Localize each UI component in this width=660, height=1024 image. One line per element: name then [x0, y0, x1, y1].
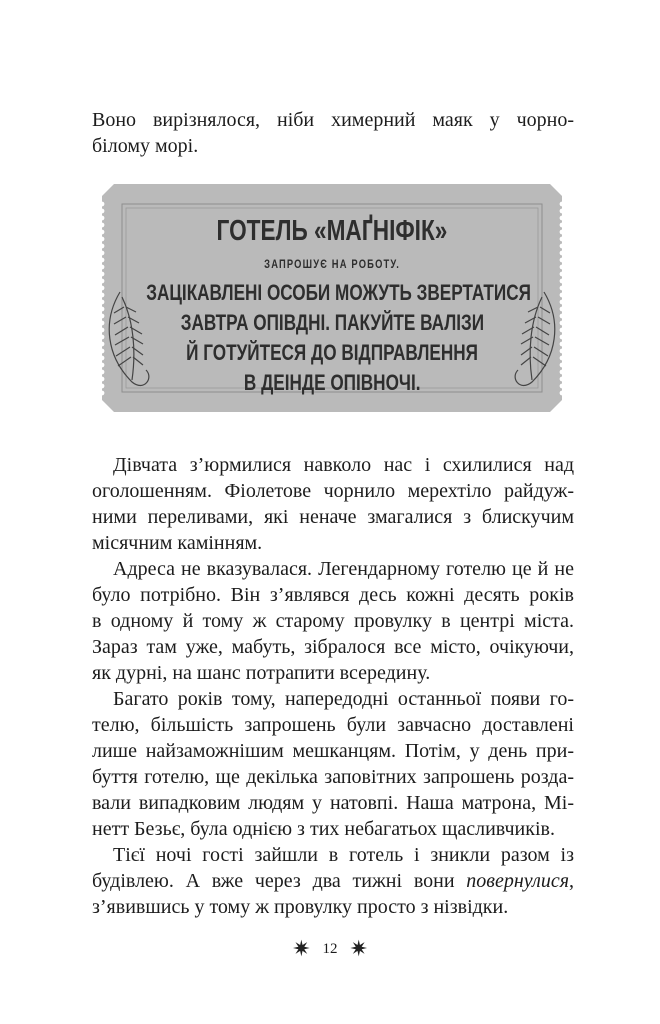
line-text: було потрібно. Він з’являвся десь кожні десять років	[92, 584, 574, 606]
line-text: Воно вирізнялося, ніби химерний маяк у чорно-	[92, 109, 574, 131]
text-line	[92, 582, 574, 608]
text-line	[92, 790, 574, 816]
text-line	[92, 478, 574, 504]
page-number: 12	[322, 941, 338, 957]
opening-paragraph	[92, 107, 574, 159]
ticket-line: Й ГОТУЙТЕСЯ ДО ВІДПРАВЛЕННЯ	[186, 340, 478, 365]
ticket-perforation	[560, 251, 565, 256]
line-text: білому морі.	[92, 135, 199, 157]
ticket-perforation	[560, 202, 565, 207]
text-line	[92, 608, 574, 634]
line-text: будівлею. А вже через два тижні вони	[92, 870, 467, 892]
ticket-body	[92, 278, 572, 398]
line-text: нетт Безьє, була однією з тих небагатьох щасливчиків.	[92, 818, 555, 840]
punctuation: ,	[569, 870, 574, 892]
text-line	[92, 452, 574, 478]
text-line	[92, 842, 574, 868]
ticket-perforation	[560, 209, 565, 214]
text-line	[92, 107, 574, 133]
text-line	[92, 868, 574, 894]
text-line	[92, 816, 574, 842]
ticket-line: В ДЕІНДЕ ОПІВНОЧІ.	[243, 370, 421, 395]
text-line	[92, 738, 574, 764]
line-text: Дівчата з’юрмилися навколо нас і схилилися над	[113, 454, 574, 476]
line-text: ними переливами, які неначе змагалися з блискучим	[92, 506, 574, 528]
ticket-perforation	[100, 202, 105, 207]
star-ornament-icon: ✷	[349, 936, 368, 961]
line-text: Зараз там уже, мабуть, зібралося все місто, очікуючи,	[92, 636, 574, 658]
line-text: буття готелю, ще декілька заповітних запрошень розда-	[92, 766, 574, 788]
text-line	[92, 634, 574, 660]
text-line	[92, 556, 574, 582]
line-text: телю, більшість запрошень були завчасно доставлені	[92, 714, 574, 736]
ticket-perforation	[100, 209, 105, 214]
line-text: як дурні, на шанс потрапити всередину.	[92, 662, 431, 684]
line-text: Багато років тому, напередодні останньої появи го-	[113, 688, 574, 710]
emphasis-text: повернулися	[466, 870, 569, 892]
line-text: оголошенням. Фіолетове чорнило мерехтіло райдуж-	[92, 480, 574, 502]
line-text: лише найзаможнішим мешканцям. Потім, у день при-	[92, 740, 574, 762]
line-text: з’явившись у тому ж провулку просто з нізвідки.	[92, 896, 509, 918]
ticket-subtitle: ЗАПРОШУЄ НА РОБОТУ.	[264, 257, 400, 271]
ticket-line: ЗАЦІКАВЛЕНІ ОСОБИ МОЖУТЬ ЗВЕРТАТИСЯ	[146, 280, 531, 305]
line-text: вали випадковим людям у натовпі. Наша матрона, Мі-	[92, 792, 574, 814]
text-line	[92, 660, 574, 686]
ticket-title: ГОТЕЛЬ «МАҐНІФІК»	[216, 215, 448, 247]
line-text: Адреса не вказувалася. Легендарному готелю це й не	[113, 558, 574, 580]
body-text	[92, 452, 574, 920]
text-line	[92, 133, 574, 159]
line-text: Тієї ночі гості зайшли в готель і зникли разом із	[113, 844, 574, 866]
text-line	[92, 686, 574, 712]
line-text: місячним камінням.	[92, 532, 263, 554]
text-line	[92, 712, 574, 738]
text-line	[92, 530, 574, 556]
page-footer	[0, 936, 660, 962]
ticket-perforation	[100, 272, 105, 277]
ticket-perforation	[560, 272, 565, 277]
text-line	[92, 504, 574, 530]
text-line	[92, 764, 574, 790]
hotel-invitation-ticket	[92, 182, 572, 414]
line-text: в одному й тому ж старому провулку в центрі міста.	[92, 610, 574, 632]
text-line	[92, 894, 574, 920]
ticket-line: ЗАВТРА ОПІВДНІ. ПАКУЙТЕ ВАЛІЗИ	[180, 310, 484, 335]
ticket-perforation	[100, 251, 105, 256]
star-ornament-icon: ✷	[292, 936, 311, 961]
